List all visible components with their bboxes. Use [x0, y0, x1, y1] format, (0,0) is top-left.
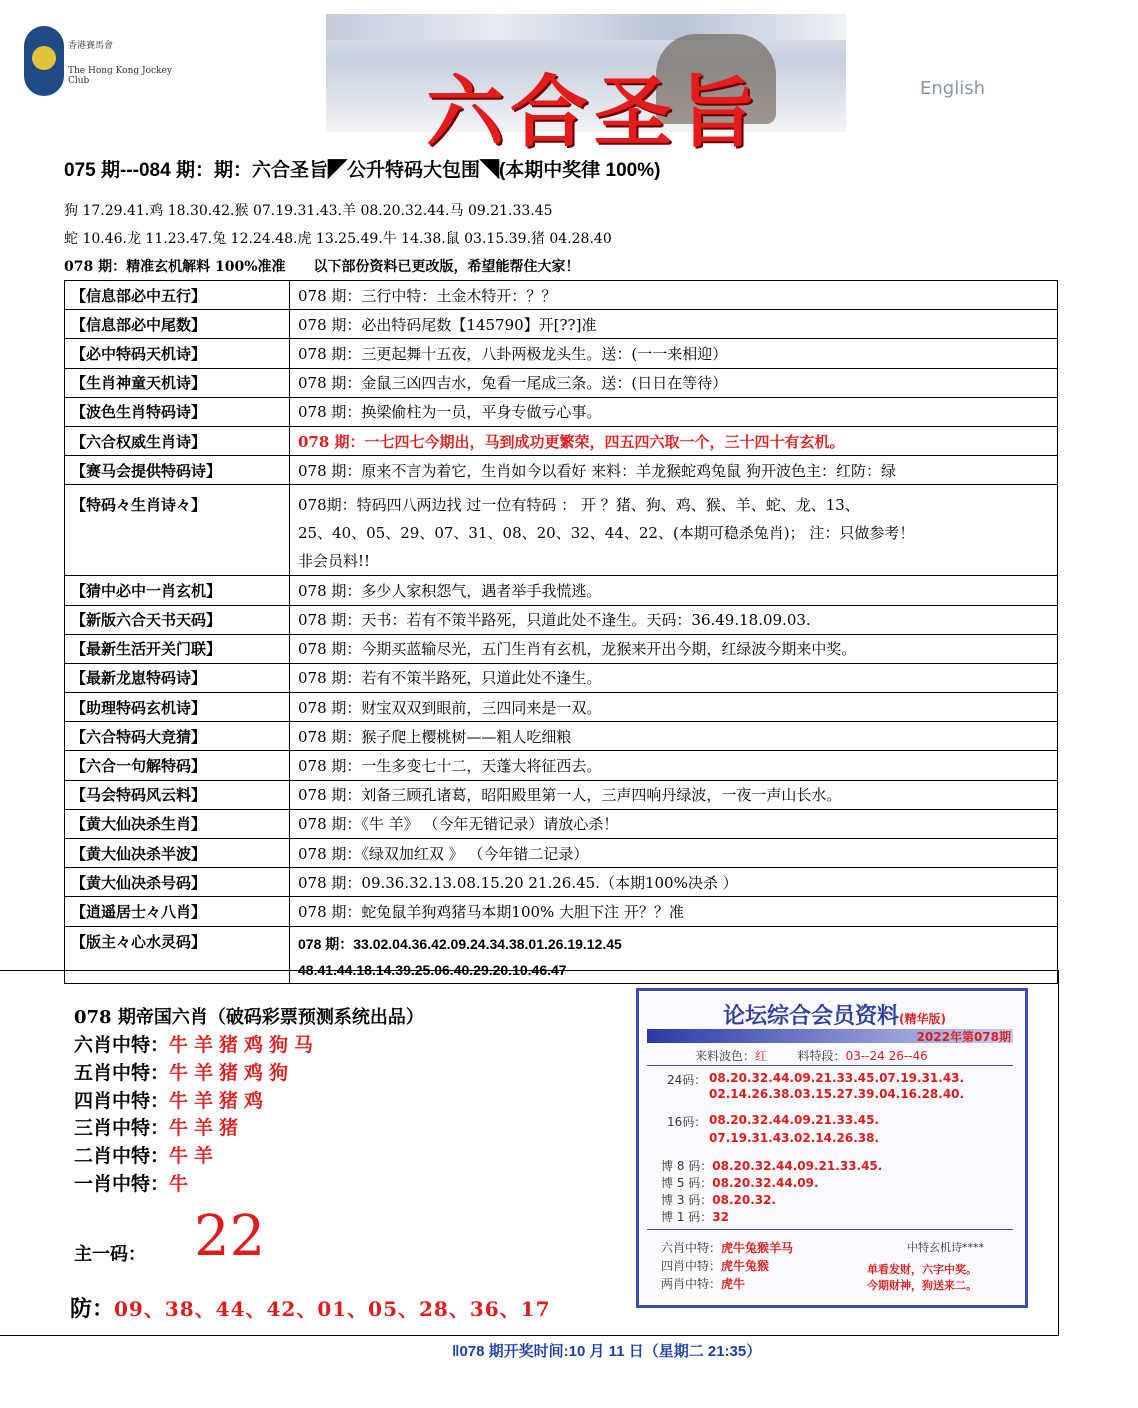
pick-label: 一肖中特：	[74, 1173, 170, 1195]
bo8-value: 08.20.32.44.09.21.33.45.	[712, 1159, 883, 1173]
notice-left: 078 期：精准玄机解料 100%准准	[64, 259, 286, 275]
defense-values: 09、38、44、42、01、05、28、36、17	[114, 1297, 551, 1321]
panel-divider	[647, 1229, 1013, 1230]
poem-label: 中特玄机诗****	[907, 1241, 984, 1254]
code24-line	[709, 1071, 964, 1085]
table-row	[65, 751, 1058, 780]
table-row	[65, 281, 1058, 310]
zodiac-pick-row	[74, 1058, 294, 1085]
panel-meta	[695, 1047, 928, 1064]
prediction-table	[64, 280, 1058, 984]
table-row	[65, 456, 1058, 485]
logo-text-cn: 香港賽馬會	[68, 41, 114, 51]
table-row	[65, 310, 1058, 339]
zodiac-pick-row	[74, 1141, 219, 1168]
pick-value: 牛羊猪	[169, 1117, 245, 1139]
bo1-value: 32	[712, 1210, 729, 1224]
row-key: 【生肖神童天机诗】	[65, 368, 290, 397]
four-label: 四肖中特：	[661, 1259, 722, 1273]
table-row	[65, 426, 1058, 455]
table-row	[65, 839, 1058, 868]
four-row	[661, 1257, 769, 1274]
row-key: 【黄大仙决杀半波】	[65, 839, 290, 868]
code24-line-2: 02.14.26.38.03.15.27.39.04.16.28.40.	[709, 1087, 965, 1101]
member-info-panel	[636, 988, 1028, 1308]
row-key: 【波色生肖特码诗】	[65, 397, 290, 426]
page-headline: 075 期---084 期：期：六合圣旨◤公升特码大包围◥(本期中奖律 100%)	[64, 160, 661, 181]
row-key: 【信息部必中五行】	[65, 281, 290, 310]
draw-time-footer: ‖078 期开奖时间:10 月 11 日（星期二 21:35）	[452, 1343, 762, 1360]
row-value: 078 期：金鼠三凶四吉水，兔看一尾成三条。送：(日日在等待）	[290, 368, 1058, 397]
notice-right: 以下部份资料已更改版，希望能帮住大家！	[313, 259, 580, 275]
code24-label: 24码：	[667, 1073, 707, 1087]
row-key: 【版主々心水灵码】	[65, 926, 290, 983]
color-value: 红	[755, 1049, 768, 1063]
banner-title: 六合圣旨	[426, 68, 763, 158]
table-row	[65, 868, 1058, 897]
panel-divider	[647, 1065, 1013, 1066]
table-row	[65, 722, 1058, 751]
segment-label: 料特段：	[797, 1049, 846, 1063]
bo5-label: 博 5 码：	[661, 1176, 713, 1190]
banner-stripe	[326, 14, 846, 40]
pick-label: 二肖中特：	[74, 1145, 170, 1167]
pick-value: 牛	[169, 1173, 195, 1195]
english-link[interactable]: English	[920, 78, 985, 99]
row-value: 078 期：一生多变七十二，天蓬大将征西去。	[290, 751, 1058, 780]
panel-issue: 2022年第078期	[916, 1030, 1011, 1044]
bo3-label: 博 3 码：	[661, 1193, 713, 1207]
bo5-row	[661, 1174, 819, 1191]
row-value: 078 期：《牛 羊》 （今年无错记录）请放心杀！	[290, 809, 1058, 838]
row-value: 078 期：天书：若有不策半路死，只道此处不逢生。天码：36.49.18.09.03.	[290, 605, 1058, 634]
row-key: 【必中特码天机诗】	[65, 339, 290, 368]
row-key: 【特码々生肖诗々】	[65, 485, 290, 576]
zodiac-pick-row	[74, 1030, 319, 1057]
color-label: 来料波色：	[695, 1049, 756, 1063]
defense-numbers	[70, 1292, 551, 1323]
code24-line-1: 08.20.32.44.09.21.33.45.07.19.31.43.	[709, 1071, 965, 1085]
bo3-row	[661, 1191, 776, 1208]
table-row	[65, 576, 1058, 605]
table-row	[65, 339, 1058, 368]
row-value: 078 期：猴子爬上樱桃树——粗人吃细粮	[290, 722, 1058, 751]
row-value-line: 25、40、05、29、07、31、08、20、32、44、22、(本期可稳杀兔肖)； 注：只做参考！	[298, 524, 915, 543]
row-key: 【六合特码大竞猜】	[65, 722, 290, 751]
row-value-line: 078期：特码四八两边找 过一位有特码 ： 开 ？猪、狗、鸡、猴、羊、蛇、龙、13、	[298, 496, 860, 515]
poem-line-2: 今期财神，狗送来二。	[867, 1279, 977, 1292]
table-row	[65, 605, 1058, 634]
row-value: 078 期：刘备三顾孔诸葛，昭阳殿里第一人，三声四响丹绿波，一夜一声山长水。	[290, 780, 1058, 809]
bo3-value: 08.20.32.	[712, 1193, 777, 1207]
row-value: 078 期：三行中特：土金木特开：？？	[290, 281, 1058, 310]
row-value: 078 期：今期买蓝输尽光，五门生肖有玄机，龙猴来开出今期，红绿波今期来中奖。	[290, 634, 1058, 663]
row-key: 【助理特码玄机诗】	[65, 693, 290, 722]
row-key: 【信息部必中尾数】	[65, 310, 290, 339]
poem-line-1: 单看发财，六字中奖。	[867, 1263, 977, 1276]
table-row	[65, 780, 1058, 809]
six-label: 六肖中特：	[661, 1241, 722, 1255]
row-key: 【最新生活开关门联】	[65, 634, 290, 663]
table-row	[65, 634, 1058, 663]
row-value: 078 期：换梁偷柱为一员，平身专做亏心事。	[290, 397, 1058, 426]
row-key: 【黄大仙决杀生肖】	[65, 809, 290, 838]
four-value: 虎牛兔猴	[721, 1259, 770, 1273]
row-key: 【新版六合天书天码】	[65, 605, 290, 634]
table-row	[65, 897, 1058, 926]
main-number-label: 主一码：	[74, 1244, 146, 1265]
row-value-line: 非会员料!!	[298, 552, 371, 571]
logo-text-en: The Hong Kong Jockey Club	[68, 66, 172, 86]
zodiac-pick-row	[74, 1169, 194, 1196]
two-value: 虎牛	[721, 1277, 746, 1291]
row-value: 078 期：《绿双加红双 》 （今年错二记录）	[290, 839, 1058, 868]
row-value: 078 期：三更起舞十五夜，八卦两极龙头生。送：(一一来相迎）	[290, 339, 1058, 368]
row-value: 078 期：财宝双双到眼前，三四同来是一双。	[290, 693, 1058, 722]
zodiac-numbers-line-1: 狗 17.29.41.鸡 18.30.42.猴 07.19.31.43.羊 08.20.32.44.马 09.21.33.45	[64, 203, 553, 219]
row-value: 078 期：09.36.32.13.08.15.20 21.26.45.（本期100%决杀 ）	[290, 868, 1058, 897]
row-value: 078 期：必出特码尾数【145790】开[??]准	[290, 310, 1058, 339]
code24-line	[709, 1087, 964, 1101]
row-value: 078 期：蛇兔鼠羊狗鸡猪马本期100% 大胆下注 开？？准	[290, 897, 1058, 926]
table-row	[65, 693, 1058, 722]
bo8-label: 博 8 码：	[661, 1159, 713, 1173]
logo-emblem-icon	[24, 26, 64, 96]
code16-line-1: 08.20.32.44.09.21.33.45.	[709, 1113, 880, 1127]
panel-title-text: 论坛综合会员资料	[723, 1004, 900, 1029]
segment-value: 03--24 26--46	[845, 1049, 928, 1063]
pick-value: 牛羊猪鸡狗	[169, 1062, 295, 1084]
poem-line	[867, 1277, 977, 1293]
panel-edition: (精华版)	[899, 1012, 946, 1026]
row-key: 【最新龙崽特码诗】	[65, 663, 290, 692]
table-row	[65, 809, 1058, 838]
table-row	[65, 368, 1058, 397]
table-row	[65, 663, 1058, 692]
row-value: 078 期：原来不言为着它，生肖如今以看好 来料：羊龙猴蛇鸡兔鼠 狗开波色主：红防：绿	[290, 456, 1058, 485]
defense-label: 防：	[70, 1296, 115, 1322]
code16-label: 16码：	[667, 1115, 707, 1129]
row-value: 078 期：若有不策半路死，只道此处不逢生。	[290, 663, 1058, 692]
panel-title	[723, 999, 946, 1030]
bo1-row	[661, 1208, 729, 1225]
row-value-line: 48.41.44.18.14.39.25.06.40.29.20.10.46.47	[298, 961, 567, 978]
code16-line	[709, 1113, 879, 1127]
bo1-label: 博 1 码：	[661, 1210, 713, 1224]
zodiac-numbers-line-2: 蛇 10.46.龙 11.23.47.兔 12.24.48.虎 13.25.49.牛 14.38.鼠 03.15.39.猪 04.28.40	[64, 231, 612, 247]
row-key: 【赛马会提供特码诗】	[65, 456, 290, 485]
row-key: 【猜中必中一肖玄机】	[65, 576, 290, 605]
row-key: 【六合一句解特码】	[65, 751, 290, 780]
poem-line	[867, 1261, 977, 1277]
code16-line	[709, 1131, 879, 1145]
zodiac-pick-row	[74, 1113, 244, 1140]
pick-label: 四肖中特：	[74, 1090, 170, 1112]
zodiac-pick-row	[74, 1086, 269, 1113]
pick-label: 六肖中特：	[74, 1034, 170, 1056]
pick-value: 牛羊猪鸡	[169, 1090, 270, 1112]
row-value-highlight: 078 期：一七四七今期出，马到成功更繁荣，四五四六取一个，三十四十有玄机。	[290, 426, 1058, 455]
table-row	[65, 485, 1058, 576]
jockey-club-logo[interactable]	[24, 26, 174, 100]
pick-label: 五肖中特：	[74, 1062, 170, 1084]
six-value: 虎牛兔猴羊马	[721, 1241, 794, 1255]
notice-line	[64, 256, 580, 276]
bo5-value: 08.20.32.44.09.	[712, 1176, 819, 1190]
empire-six-title: 078 期帝国六肖（破码彩票预测系统出品）	[74, 1007, 424, 1028]
bo8-row	[661, 1157, 882, 1174]
row-value-line: 078 期：33.02.04.36.42.09.24.34.38.01.26.19.12.45	[298, 935, 622, 952]
six-row	[661, 1239, 793, 1256]
pick-label: 三肖中特：	[74, 1117, 170, 1139]
pick-value: 牛羊猪鸡狗马	[169, 1034, 320, 1056]
row-value: 078 期：多少人家积怨气，遇者举手我慌逃。	[290, 576, 1058, 605]
two-row	[661, 1275, 745, 1292]
header-banner	[326, 14, 846, 158]
pick-value: 牛羊	[169, 1145, 220, 1167]
two-label: 两肖中特：	[661, 1277, 722, 1291]
main-number: 22	[194, 1204, 266, 1269]
row-value	[290, 485, 1058, 576]
row-key: 【黄大仙决杀号码】	[65, 868, 290, 897]
row-key: 【马会特码风云料】	[65, 780, 290, 809]
code16-line-2: 07.19.31.43.02.14.26.38.	[709, 1131, 880, 1145]
row-key: 【逍遥居士々八肖】	[65, 897, 290, 926]
table-row	[65, 397, 1058, 426]
row-key: 【六合权威生肖诗】	[65, 426, 290, 455]
